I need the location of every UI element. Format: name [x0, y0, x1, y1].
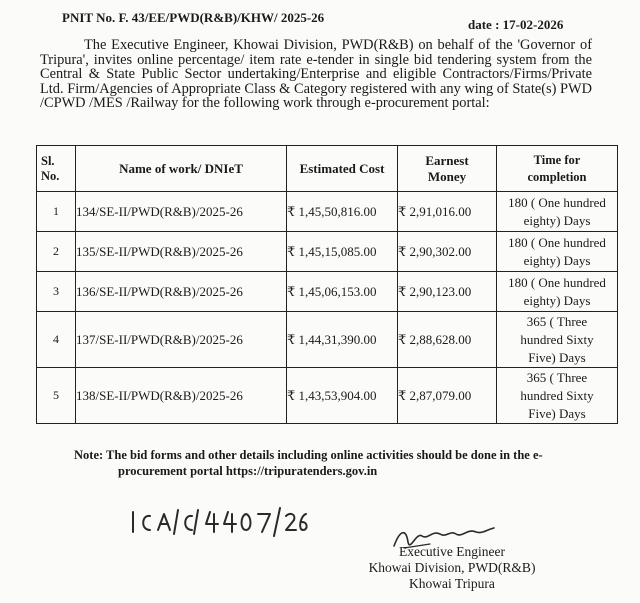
row-sl: 3 — [37, 272, 76, 312]
note-line-2: procurement portal https://tripuratenders.gov.in — [118, 464, 378, 478]
row-time-for-completion: 180 ( One hundred eighty) Days — [497, 272, 618, 312]
row-estimated-cost: ₹ 1,45,06,153.00 — [287, 272, 398, 312]
row-estimated-cost: ₹ 1,44,31,390.00 — [287, 312, 398, 368]
row-earnest-money: ₹ 2,88,628.00 — [398, 312, 497, 368]
header-estimated-cost: Estimated Cost — [287, 146, 398, 192]
handwritten-reference — [128, 502, 308, 542]
table-row — [37, 312, 618, 368]
row-name-of-work: 137/SE-II/PWD(R&B)/2025-26 — [76, 312, 287, 368]
row-earnest-money: ₹ 2,91,016.00 — [398, 192, 497, 232]
notice-date: date : 17-02-2026 — [468, 17, 564, 32]
signatory-division: Khowai Division, PWD(R&B) — [368, 560, 536, 575]
header-earnest-money: Earnest Money — [398, 146, 497, 192]
table-row — [37, 368, 618, 424]
row-time-for-completion: 180 ( One hundred eighty) Days — [497, 232, 618, 272]
tender-table — [36, 145, 618, 424]
notice-body: The Executive Engineer, Khowai Division, PWD(R&B) on behalf of the 'Governor of Tripura', invites online percentage/ item rate e-tender in single bid tendering system from the Central & State Public Sector undertaking/Enterprise and eligible Contractors/Firms/Private Ltd. Firm/Agencies of Appropriate Class & Category registered with any wing of State(s) PWD /CPWD /MES /Railway for the following work through e-procurement portal: — [40, 37, 592, 112]
row-earnest-money: ₹ 2,90,123.00 — [398, 272, 497, 312]
row-time-for-completion: 365 ( Three hundred Sixty Five) Days — [497, 368, 618, 424]
row-sl: 1 — [37, 192, 76, 232]
notice-reference: PNIT No. F. 43/EE/PWD(R&B)/KHW/ 2025-26 — [62, 10, 325, 25]
table-row — [37, 272, 618, 312]
row-time-for-completion: 180 ( One hundred eighty) Days — [497, 192, 618, 232]
signatory-title: Executive Engineer — [398, 544, 506, 559]
row-estimated-cost: ₹ 1,45,15,085.00 — [287, 232, 398, 272]
table-row — [37, 232, 618, 272]
row-sl: 5 — [37, 368, 76, 424]
header-name-of-work: Name of work/ DNIeT — [76, 146, 287, 192]
row-name-of-work: 136/SE-II/PWD(R&B)/2025-26 — [76, 272, 287, 312]
header-time-for-completion: Time for completion — [497, 146, 618, 192]
row-estimated-cost: ₹ 1,43,53,904.00 — [287, 368, 398, 424]
signatory-place: Khowai Tripura — [409, 576, 495, 591]
table-header-row — [37, 146, 618, 192]
row-name-of-work: 138/SE-II/PWD(R&B)/2025-26 — [76, 368, 287, 424]
row-earnest-money: ₹ 2,87,079.00 — [398, 368, 497, 424]
signature-block — [362, 544, 542, 592]
row-earnest-money: ₹ 2,90,302.00 — [398, 232, 497, 272]
row-estimated-cost: ₹ 1,45,50,816.00 — [287, 192, 398, 232]
table-row — [37, 192, 618, 232]
note-line-1: Note: The bid forms and other details including online activities should be done in the e- — [74, 448, 543, 462]
row-sl: 4 — [37, 312, 76, 368]
row-time-for-completion: 365 ( Three hundred Sixty Five) Days — [497, 312, 618, 368]
row-name-of-work: 134/SE-II/PWD(R&B)/2025-26 — [76, 192, 287, 232]
header-sl-no: Sl. No. — [37, 146, 76, 192]
row-sl: 2 — [37, 232, 76, 272]
portal-note — [74, 447, 596, 479]
row-name-of-work: 135/SE-II/PWD(R&B)/2025-26 — [76, 232, 287, 272]
